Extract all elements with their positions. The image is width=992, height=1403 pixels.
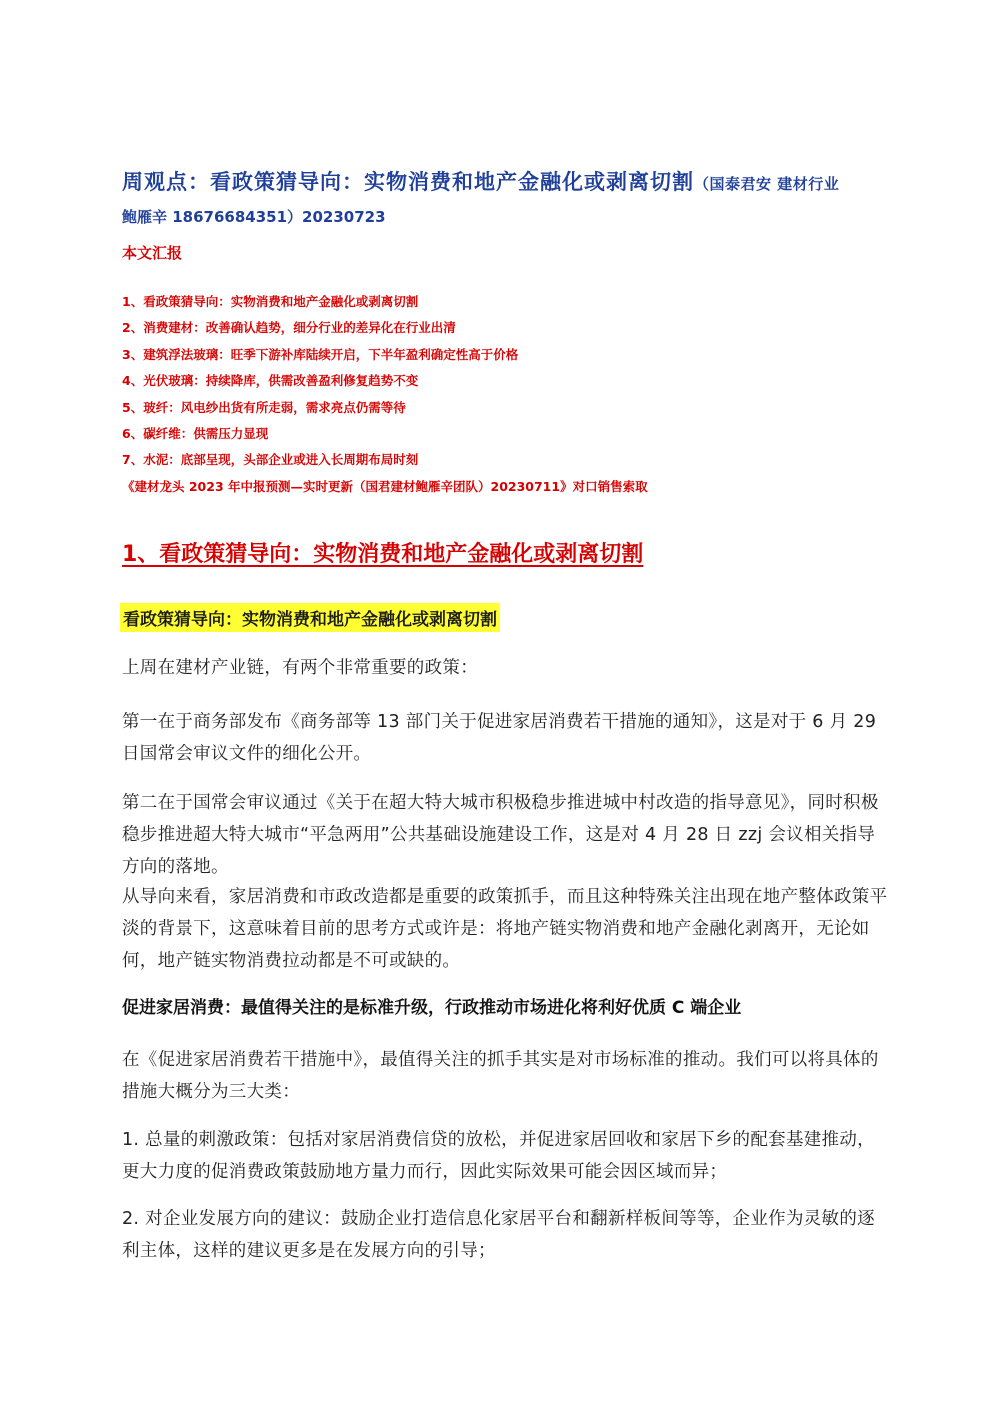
summary-item: 3、建筑浮法玻璃：旺季下游补库陆续开启，下半年盈利确定性高于价格 [122,346,519,362]
paragraph: 第二在于国常会审议通过《关于在超大特大城市积极稳步推进城中村改造的指导意见》，同时积极稳步推进超大特大城市“平急两用”公共基础设施建设工作，这是对 4 月 28 日 zzj 会议相关指导方向的落地。 [122,793,879,877]
summary-item: 1、看政策猜导向：实物消费和地产金融化或剥离切割 [122,294,419,309]
report-title-main: 周观点：看政策猜导向：实物消费和地产金融化或剥离切割 [122,170,694,194]
summary-item: 7、水泥：底部呈现，头部企业或进入长周期布局时刻 [122,452,419,468]
paragraph: 1. 总量的刺激政策：包括对家居消费信贷的放松，并促进家居回收和家居下乡的配套基建推动，更大力度的促消费政策鼓励地方量力而行，因此实际效果可能会因区域而异； [122,1130,875,1182]
summary-item: 5、玻纤：风电纱出货有所走弱，需求亮点仍需等待 [122,399,406,415]
paragraph: 在《促进家居消费若干措施中》，最值得关注的抓手其实是对市场标准的推动。我们可以将具体的措施大概分为三大类： [122,1050,879,1102]
summary-item-reference: 《建材龙头 2023 年中报预测—实时更新（国君建材鲍雁辛团队）20230711》对口销售索取 [122,478,648,494]
paragraph: 从导向来看，家居消费和市政改造都是重要的政策抓手，而且这种特殊关注出现在地产整体政策平淡的背景下，这意味着目前的思考方式或许是：将地产链实物消费和地产金融化剥离开，无论如何，地产链实物消费拉动都是不可或缺的。 [122,887,888,971]
highlighted-subheading: 看政策猜导向：实物消费和地产金融化或剥离切割 [120,603,500,632]
summary-item: 6、碳纤维：供需压力显现 [122,425,269,441]
paragraph: 第一在于商务部发布《商务部等 13 部门关于促进家居消费若干措施的通知》，这是对于 6 月 29 日国常会审议文件的细化公开。 [122,712,877,764]
report-title [122,166,839,196]
section-heading: 1、看政策猜导向：实物消费和地产金融化或剥离切割 [122,542,644,567]
bold-subheading: 促进家居消费：最值得关注的是标准升级，行政推动市场进化将利好优质 C 端企业 [122,998,742,1018]
report-title-tail: （国泰君安 建材行业 [694,175,840,193]
summary-label: 本文汇报 [122,244,183,262]
report-author-date: 鲍雁辛 18676684351）20230723 [122,208,386,226]
summary-list [122,292,648,503]
summary-item: 2、消费建材：改善确认趋势，细分行业的差异化在行业出清 [122,320,456,336]
paragraph: 2. 对企业发展方向的建议：鼓励企业打造信息化家居平台和翻新样板间等等，企业作为灵敏的逐利主体，这样的建议更多是在发展方向的引导； [122,1209,875,1261]
summary-item: 4、光伏玻璃：持续降库，供需改善盈利修复趋势不变 [122,373,419,389]
paragraph: 上周在建材产业链，有两个非常重要的政策： [122,658,478,678]
